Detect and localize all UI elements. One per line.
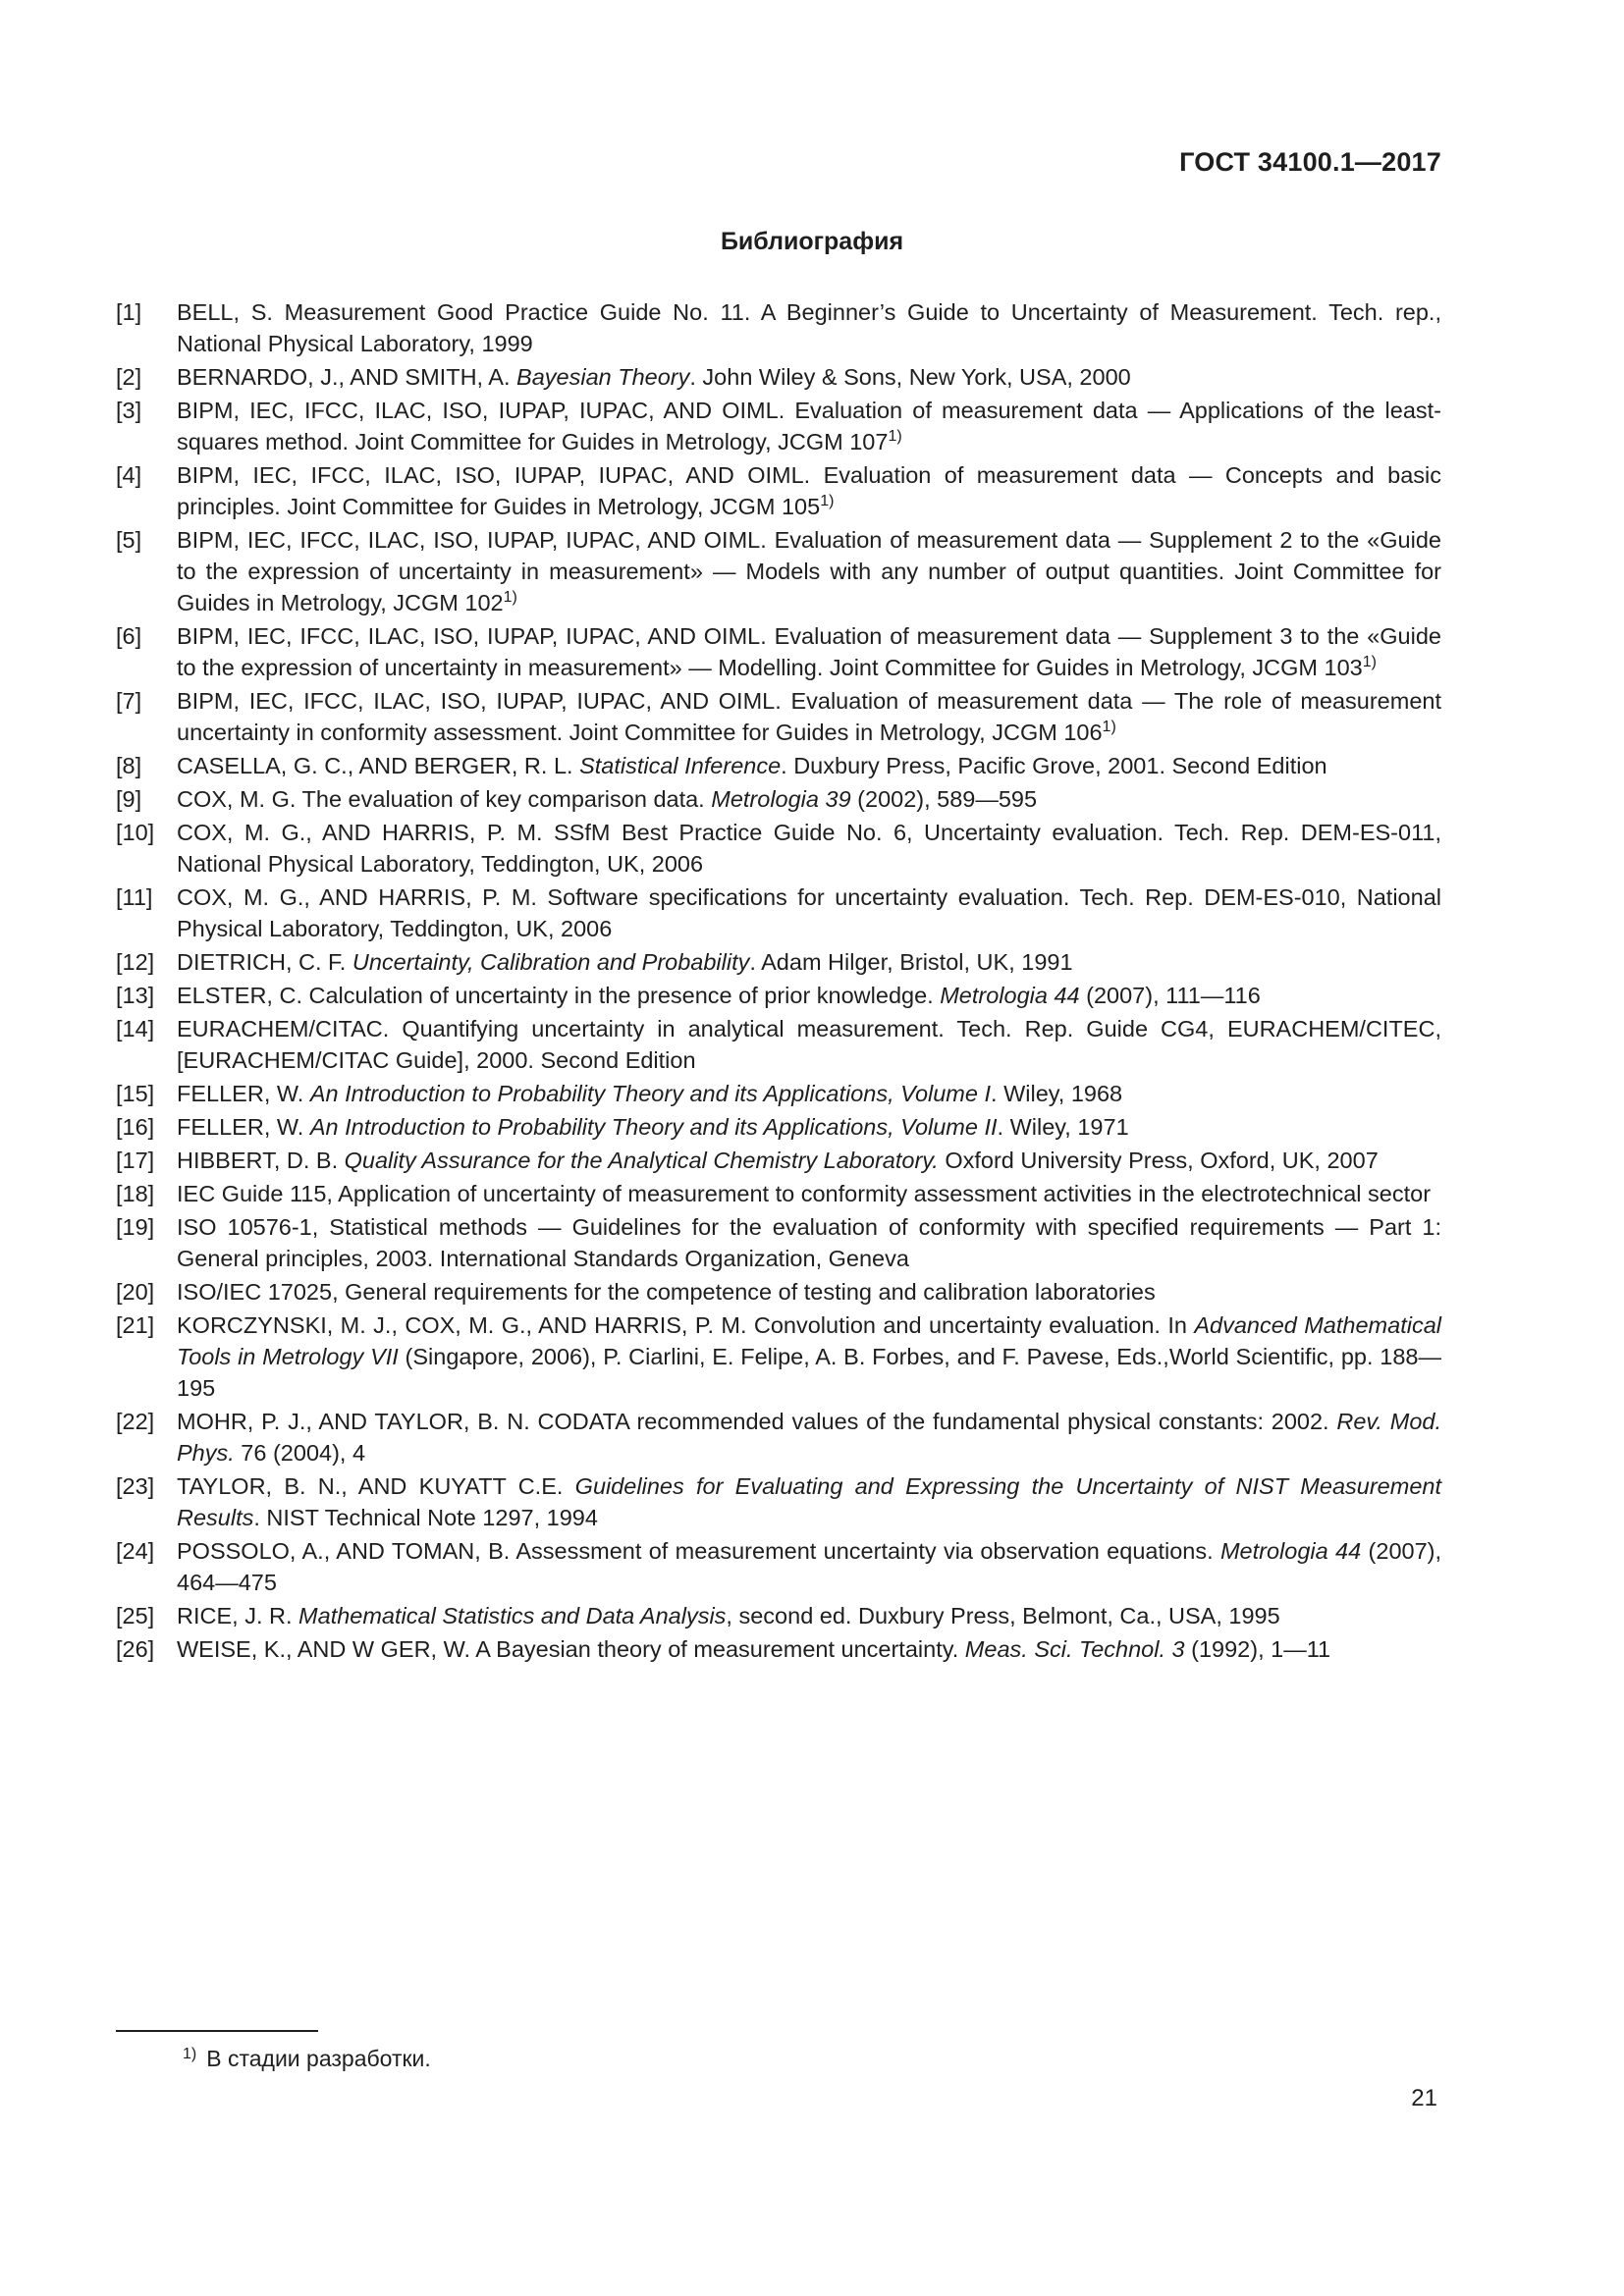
bibliography-entry [116, 817, 1441, 880]
entry-text-segment: BELL, S. Measurement Good Practice Guide No. 11. A Beginner’s Guide to Uncertainty of Measurement. Tech. rep., National Physical Laboratory, 1999 [177, 299, 1441, 356]
entry-number: [8] [116, 753, 142, 778]
entry-text [177, 1633, 1441, 1665]
entry-text [177, 1145, 1441, 1176]
entry-text-segment: . Wiley, 1968 [991, 1081, 1123, 1106]
entry-number: [22] [116, 1409, 155, 1434]
footnote [183, 2046, 431, 2072]
entry-text-segment: DIETRICH, C. F. [177, 949, 352, 975]
entry-text [177, 1309, 1441, 1404]
footnote-reference: 1) [1102, 719, 1116, 735]
entry-text-segment: . Adam Hilger, Bristol, UK, 1991 [749, 949, 1073, 975]
entry-text [177, 1111, 1441, 1143]
bibliography-entry [116, 980, 1441, 1011]
entry-text-segment: BIPM, IEC, IFCC, ILAC, ISO, IUPAP, IUPAC, AND OIML. Evaluation of measurement data — Applications of the least-squares method. Joint Committee for Guides in Metrology, JCGM 107 [177, 398, 1441, 454]
bibliography-entry [116, 1211, 1441, 1274]
entry-number: [12] [116, 949, 155, 975]
entry-text [177, 1211, 1441, 1274]
entry-number: [18] [116, 1181, 155, 1206]
entry-text-segment: . Duxbury Press, Pacific Grove, 2001. Second Edition [781, 753, 1327, 778]
entry-number: [23] [116, 1473, 155, 1499]
bibliography-entry [116, 1111, 1441, 1143]
bibliography-entry [116, 1013, 1441, 1076]
entry-text [177, 1470, 1441, 1533]
entry-text-segment: TAYLOR, B. N., AND KUYATT C.E. [177, 1473, 575, 1499]
bibliography-title: Библиография [720, 228, 904, 255]
entry-number: [17] [116, 1148, 155, 1173]
entry-number: [10] [116, 820, 155, 845]
bibliography-entry [116, 395, 1441, 457]
entry-italic-text: An Introduction to Probability Theory and its Applications, Volume II [309, 1114, 998, 1140]
entry-text [177, 1178, 1441, 1209]
entry-text [177, 817, 1441, 880]
entry-text [177, 1013, 1441, 1076]
entry-text-segment: ELSTER, C. Calculation of uncertainty in the presence of prior knowledge. [177, 983, 941, 1008]
entry-text [177, 361, 1441, 393]
entry-number: [20] [116, 1279, 155, 1305]
bibliography-entry [116, 620, 1441, 683]
bibliography-entry [116, 1145, 1441, 1176]
bibliography-entry [116, 1178, 1441, 1209]
entry-number: [16] [116, 1114, 155, 1140]
entry-number: [9] [116, 786, 142, 812]
entry-text-segment: (1992), 1—11 [1184, 1636, 1331, 1662]
entry-text [177, 685, 1441, 748]
entry-italic-text: Rev. Mod. Phys. [177, 1409, 1441, 1466]
entry-text-segment: CASELLA, G. C., AND BERGER, R. L. [177, 753, 580, 778]
entry-number: [2] [116, 364, 142, 390]
bibliography-entry [116, 946, 1441, 978]
entry-text-segment: POSSOLO, A., AND TOMAN, B. Assessment of measurement uncertainty via observation equations. [177, 1538, 1220, 1564]
entry-text-segment: EURACHEM/CITAC. Quantifying uncertainty in analytical measurement. Tech. Rep. Guide CG4, EURACHEM/CITEC, [EURACHEM/CITAC Guide], 2000. Second Edition [177, 1016, 1441, 1073]
entry-italic-text: Quality Assurance for the Analytical Chemistry Laboratory. [344, 1148, 939, 1173]
entry-text-segment: KORCZYNSKI, M. J., COX, M. G., AND HARRIS, P. M. Convolution and uncertainty evaluation. In [177, 1312, 1195, 1338]
footnote-marker: 1) [183, 2046, 197, 2062]
entry-number: [7] [116, 688, 142, 714]
entry-text [177, 1078, 1441, 1109]
entry-italic-text: Metrologia 44 [1219, 1538, 1362, 1564]
footnote-text: В стадии разработки. [206, 2046, 431, 2071]
entry-text-segment: (Singapore, 2006), P. Ciarlini, E. Felipe, A. B. Forbes, and F. Pavese, Eds.,World Scientific, pp. 188—195 [177, 1344, 1441, 1401]
entry-italic-text: Metrologia 44 [940, 983, 1080, 1008]
entry-text-segment: BIPM, IEC, IFCC, ILAC, ISO, IUPAP, IUPAC, AND OIML. Evaluation of measurement data — Supplement 3 to the «Guide to the expression of uncertainty in measurement» — Modelling. Joint Committee for Guides in Metrology, JCGM 103 [177, 623, 1441, 680]
footnote-reference: 1) [503, 589, 517, 606]
entry-number: [6] [116, 623, 142, 649]
entry-italic-text: Statistical Inference [579, 753, 782, 778]
entry-text [177, 395, 1441, 457]
bibliography-entry [116, 459, 1441, 522]
bibliography-entry [116, 1535, 1441, 1598]
entry-italic-text: Advanced Mathematical Tools in Metrology VII [177, 1312, 1441, 1369]
entry-text [177, 459, 1441, 522]
entry-italic-text: Metrologia 39 [711, 786, 851, 812]
entry-text [177, 783, 1441, 815]
entry-text-segment: (2007), 464—475 [177, 1538, 1442, 1595]
footnote-separator [116, 2030, 318, 2032]
entry-text-segment: BERNARDO, J., AND SMITH, A. [177, 364, 517, 390]
bibliography-entry [116, 685, 1441, 748]
bibliography-entry [116, 1276, 1441, 1308]
bibliography-entry [116, 1633, 1441, 1665]
entry-italic-text: Meas. Sci. Technol. 3 [964, 1636, 1185, 1662]
entry-text-segment: BIPM, IEC, IFCC, ILAC, ISO, IUPAP, IUPAC, AND OIML. Evaluation of measurement data — Concepts and basic principles. Joint Committee for Guides in Metrology, JCGM 105 [177, 462, 1441, 519]
entry-text-segment: , second ed. Duxbury Press, Belmont, Ca., USA, 1995 [726, 1603, 1280, 1629]
entry-text-segment: . Wiley, 1971 [997, 1114, 1129, 1140]
entry-text-segment: . NIST Technical Note 1297, 1994 [253, 1505, 598, 1530]
entry-text-segment: HIBBERT, D. B. [177, 1148, 345, 1173]
entry-text [177, 980, 1441, 1011]
entry-text [177, 1535, 1441, 1598]
entry-number: [13] [116, 983, 155, 1008]
entry-text [177, 524, 1441, 618]
entry-text-segment: (2002), 589—595 [850, 786, 1038, 812]
entry-number: [4] [116, 462, 142, 488]
entry-number: [1] [116, 299, 142, 325]
document-code-header: ГОСТ 34100.1—2017 [1179, 147, 1441, 177]
entry-number: [26] [116, 1636, 155, 1662]
footnote-reference: 1) [820, 493, 835, 509]
page-number: 21 [1411, 2085, 1437, 2111]
entry-number: [14] [116, 1016, 155, 1041]
entry-text-segment: MOHR, P. J., AND TAYLOR, B. N. CODATA recommended values of the fundamental physical constants: 2002. [177, 1409, 1337, 1434]
bibliography-entry [116, 750, 1441, 781]
entry-number: [21] [116, 1312, 155, 1338]
entry-text-segment: . John Wiley & Sons, New York, USA, 2000 [689, 364, 1131, 390]
entry-text-segment: 76 (2004), 4 [234, 1440, 366, 1466]
bibliography-entry [116, 296, 1441, 359]
entry-number: [15] [116, 1081, 155, 1106]
bibliography-entry [116, 881, 1441, 944]
entry-text-segment: RICE, J. R. [177, 1603, 299, 1629]
bibliography-entry [116, 1078, 1441, 1109]
entry-text-segment: COX, M. G., AND HARRIS, P. M. SSfM Best Practice Guide No. 6, Uncertainty evaluation. Tech. Rep. DEM-ES-011, National Physical Laboratory, Teddington, UK, 2006 [177, 820, 1441, 877]
entry-italic-text: Bayesian Theory [516, 364, 690, 390]
entry-number: [5] [116, 527, 142, 553]
entry-text-segment: BIPM, IEC, IFCC, ILAC, ISO, IUPAP, IUPAC, AND OIML. Evaluation of measurement data — The role of measurement uncertainty in conformity assessment. Joint Committee for Guides in Metrology, JCGM 106 [177, 688, 1441, 745]
entry-text-segment: FELLER, W. [177, 1081, 310, 1106]
entry-italic-text: Uncertainty, Calibration and Probability [352, 949, 750, 975]
entry-text-segment: ISO 10576-1, Statistical methods — Guidelines for the evaluation of conformity with specified requirements — Part 1: General principles, 2003. International Standards Organization, Geneva [177, 1214, 1441, 1271]
bibliography-entry [116, 1600, 1441, 1631]
bibliography-entry [116, 361, 1441, 393]
bibliography-entry [116, 1406, 1441, 1468]
bibliography-entry [116, 1309, 1441, 1404]
bibliography-entry [116, 783, 1441, 815]
entry-text [177, 881, 1441, 944]
entry-text [177, 1600, 1441, 1631]
entry-italic-text: Guidelines for Evaluating and Expressing the Uncertainty of NIST Measurement Results [177, 1473, 1441, 1530]
entry-number: [3] [116, 398, 142, 423]
entry-number: [25] [116, 1603, 155, 1629]
entry-text [177, 750, 1441, 781]
footnote-reference: 1) [888, 428, 902, 445]
entry-italic-text: An Introduction to Probability Theory and its Applications, Volume I [309, 1081, 992, 1106]
entry-text-segment: FELLER, W. [177, 1114, 310, 1140]
entry-text-segment: BIPM, IEC, IFCC, ILAC, ISO, IUPAP, IUPAC, AND OIML. Evaluation of measurement data — Supplement 2 to the «Guide to the expression of uncertainty in measurement» — Models with any number of output quantities. Joint Committee for Guides in Metrology, JCGM 102 [177, 527, 1441, 615]
entry-text [177, 296, 1441, 359]
entry-number: [11] [116, 884, 153, 910]
bibliography-entry [116, 1470, 1441, 1533]
entry-text [177, 1406, 1441, 1468]
entry-number: [19] [116, 1214, 155, 1240]
bibliography-entry [116, 524, 1441, 618]
entry-text-segment: WEISE, K., AND W GER, W. A Bayesian theory of measurement uncertainty. [177, 1636, 965, 1662]
entry-number: [24] [116, 1538, 155, 1564]
footnote-reference: 1) [1362, 654, 1377, 670]
entry-text [177, 620, 1441, 683]
entry-text-segment: COX, M. G. The evaluation of key comparison data. [177, 786, 712, 812]
entry-text-segment: ISO/IEC 17025, General requirements for the competence of testing and calibration laboratories [177, 1279, 1156, 1305]
entry-text-segment: (2007), 111—116 [1079, 983, 1261, 1008]
entry-italic-text: Mathematical Statistics and Data Analysis [298, 1603, 727, 1629]
entry-text-segment: Oxford University Press, Oxford, UK, 2007 [938, 1148, 1379, 1173]
entry-text-segment: IEC Guide 115, Application of uncertainty of measurement to conformity assessment activities in the electrotechnical sector [177, 1181, 1432, 1206]
entry-text-segment: COX, M. G., AND HARRIS, P. M. Software specifications for uncertainty evaluation. Tech. Rep. DEM-ES-010, National Physical Laboratory, Teddington, UK, 2006 [177, 884, 1441, 941]
entry-text [177, 946, 1441, 978]
bibliography-list [116, 296, 1441, 1667]
entry-text [177, 1276, 1441, 1308]
